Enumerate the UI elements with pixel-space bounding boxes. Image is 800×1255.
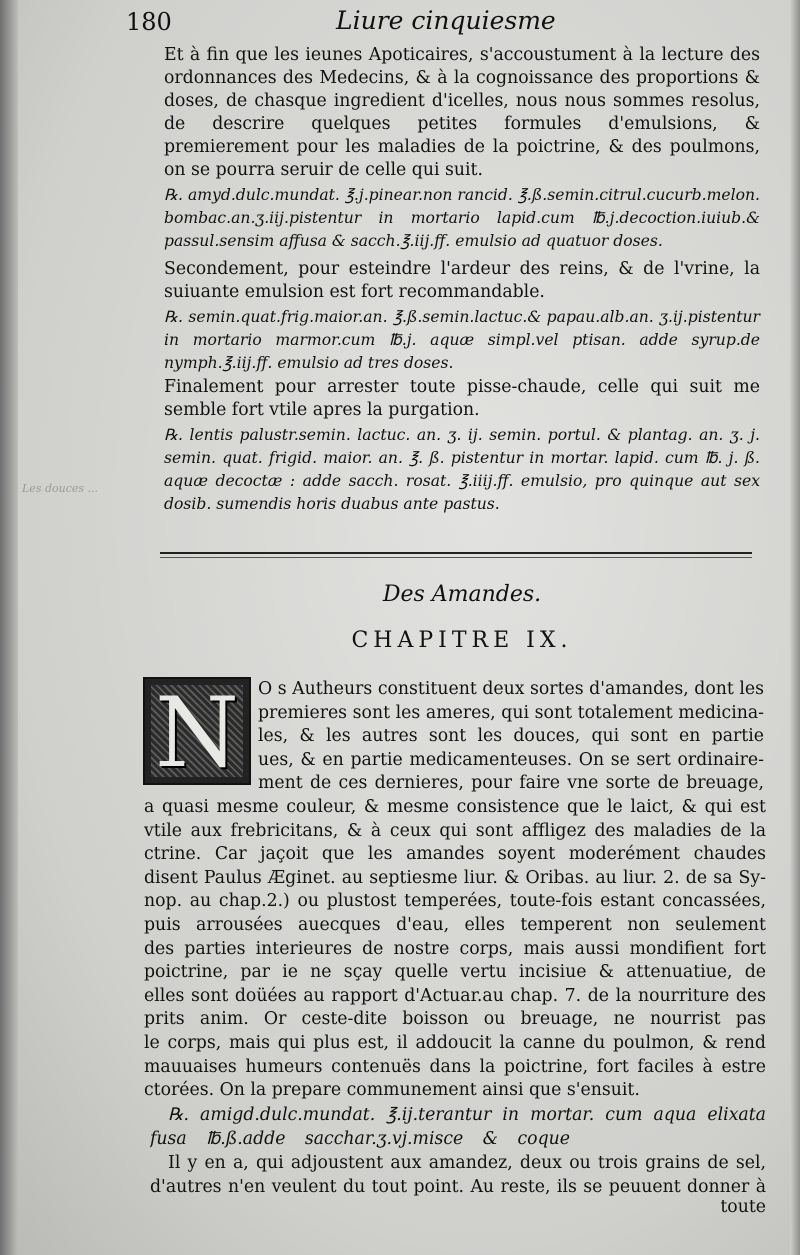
chapter-body-line: O s Autheurs constituent deux sortes d'amandes, dont les <box>258 679 764 699</box>
chapter-title: CHAPITRE IX. <box>351 628 573 653</box>
chapter-body-line: poictrine, par ie ne sçay quelle vertu incisiue & attenuatiue, de <box>144 962 766 983</box>
chapter-body-line: le corps, mais qui plus est, il addoucit la canne du poulmon, & rend <box>144 1033 766 1053</box>
recipe-2: ℞. semin.quat.frig.maior.an. ℥.ß.semin.lactuc.& papau.alb.an. ʒ.ij.pistentur in mortario marmor.cum ℔.j. aquæ simpl.vel ptisan. adde syrup.de nymph.℥.iij.ff. emulsio ad tres doses. <box>164 308 760 372</box>
chapter-body-line: a quasi mesme couleur, & mesme consistence que le laict, & qui est <box>144 797 766 817</box>
page-header <box>126 6 766 40</box>
page-edge-shadow <box>790 0 800 1255</box>
page-gutter <box>0 0 18 1255</box>
recipe-4-line: fusa ℔.ß.adde sacchar.ʒ.vj.misce & coque <box>150 1128 570 1149</box>
chapter-body-line: puis arrousées auecques d'eau, elles temperent non seulement <box>144 915 766 935</box>
chapter-body-line: premieres sont les ameres, qui sont totalement medicina- <box>258 702 764 723</box>
chapter-body-line: des parties interieures de nostre corps, mais aussi mondifient fort <box>144 938 766 959</box>
paragraph-third: Finalement pour arrester toute pisse-chaude, celle qui suit me semble fort vtile apres la purgation. <box>164 377 760 420</box>
running-title: Liure cinquiesme <box>336 6 556 35</box>
chapter-body-line: mauuaises humeurs contenuës dans la poictrine, fort faciles à estre <box>144 1056 766 1077</box>
page-number: 180 <box>126 8 172 36</box>
catchword: toute <box>720 1197 766 1217</box>
drop-cap-letter: N <box>155 677 239 789</box>
section-title: Des Amandes. <box>382 582 542 607</box>
paragraph-intro: Et à fin que les ieunes Apoticaires, s'accoustument à la lecture des ordonnances des Medecins, & à la cognoissance des proportions & doses, de chasque ingredient d'icelles, nous nous sommes resolus, de descrire quelques petites formules d'emulsions, & premierement pour les maladies de la poictrine, & des poulmons, on se pourra seruir de celle qui suit. <box>164 45 760 180</box>
closing-paragraph-line: Il y en a, qui adjoustent aux amandez, deux ou trois grains de sel, <box>168 1153 766 1173</box>
recipe-3: ℞. lentis palustr.semin. lactuc. an. ʒ. ij. semin. portul. & plantag. an. ʒ. j. semin. quat. frigid. maior. an. ℥. ß. pistentur in mortar. lapid. cum ℔. j. ß. aquæ decoctæ : adde sacch. rosat. ℥.iiij.ff. emulsio, pro quinque aut sex dosib. sumendis horis duabus ante pastus. <box>164 426 760 513</box>
chapter-body-line: ctrine. Car jaçoit que les amandes soyent moderément chaudes <box>144 844 766 865</box>
margin-note: Les douces ... <box>22 482 99 495</box>
chapter-body-line: prits anim. Or ceste-dite boisson ou breuage, ne nourrist pas <box>144 1009 766 1030</box>
recipe-1: ℞. amyd.dulc.mundat. ℥.j.pinear.non rancid. ℥.ß.semin.citrul.cucurb.melon. bombac.an.ʒ.iij.pistentur in mortario lapid.cum ℔.j.decoction.iuiub.& passul.sensim affusa & sacch.℥.iij.ff. emulsio ad quatuor doses. <box>164 186 760 250</box>
chapter-body-line: ment de ces dernieres, pour faire vne sorte de breuage, <box>258 773 764 794</box>
chapter-body-line: vtile aux frebricitans, & à ceux qui sont affligez des maladies de la <box>144 820 766 841</box>
recipe-4-line: ℞. amigd.dulc.mundat. ℥.ij.terantur in mortar. cum aqua elixata <box>168 1105 766 1125</box>
chapter-body-line: les, & les autres sont les douces, qui sont en partie <box>258 726 764 747</box>
chapter-body-line: nop. au chap.2.) ou plustost temperées, toute-fois estant concassées, <box>144 891 766 912</box>
section-rule-top <box>160 552 752 554</box>
chapter-body-line: elles sont doüées au rapport d'Actuar.au chap. 7. de la nourriture des <box>144 985 766 1006</box>
paragraph-second: Secondement, pour esteindre l'ardeur des reins, & de l'vrine, la suiuante emulsion est fort recommandable. <box>164 259 760 302</box>
section-rule-bottom <box>160 557 752 558</box>
chapter-body-line: ctorées. On la prepare communement ainsi que s'ensuit. <box>144 1080 640 1101</box>
chapter-body-line: disent Paulus Æginet. au septiesme liur. & Oribas. au liur. 2. de sa Sy- <box>144 867 766 888</box>
chapter-body-line: ues, & en partie medicamenteuses. On se sert ordinaire- <box>258 749 764 770</box>
ornamental-drop-cap <box>143 677 251 789</box>
closing-paragraph-line: d'autres n'en veulent du tout point. Au reste, ils se peuuent donner à <box>150 1176 766 1197</box>
